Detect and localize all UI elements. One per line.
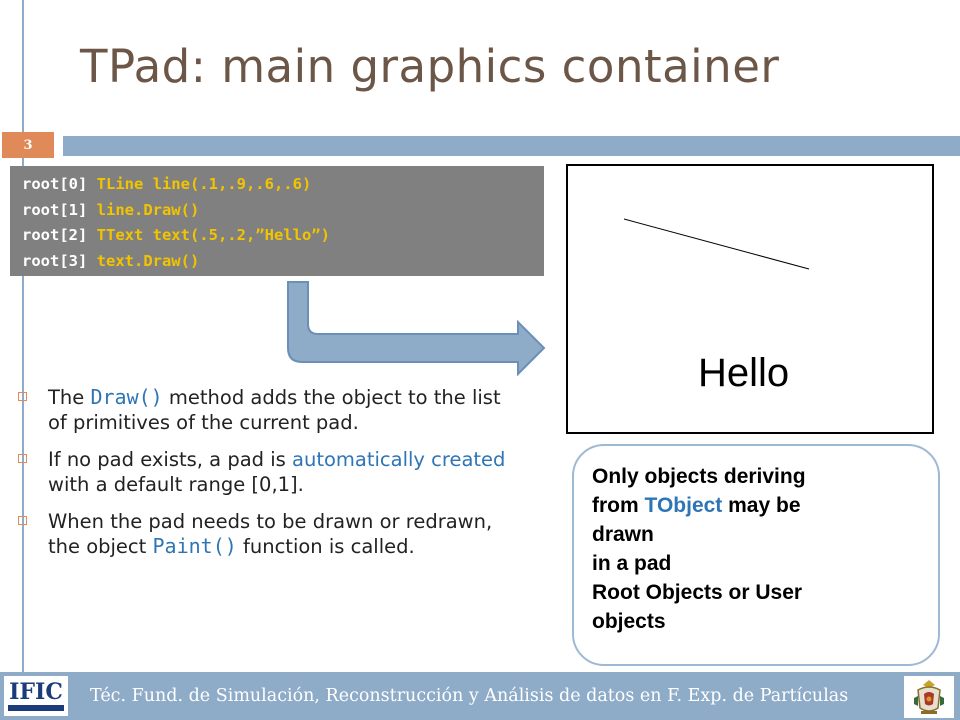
bullet-code: Draw() [90,385,163,409]
code-prompt: root[2] [22,226,97,244]
footer-text: Téc. Fund. de Simulación, Reconstrucción y Análisis de datos en F. Exp. de Partículas [90,686,849,706]
note-line: objects [592,610,666,633]
square-bullet-icon [18,392,27,401]
bullet-text: When the pad needs to be drawn or redrawn, the object [48,510,493,558]
drawn-text: Hello [698,351,790,395]
code-command: TText text(.5,.2,”Hello”) [96,226,330,244]
ific-logo [4,676,68,716]
page-number-badge: 3 [2,132,54,158]
slide-title: TPad: main graphics container [80,40,780,93]
square-bullet-icon [18,454,27,463]
note-line: drawn [592,523,654,546]
ific-logo-text: IFIC [9,679,63,705]
code-prompt: root[1] [22,200,97,219]
note-text: may be [722,494,801,517]
note-line: Only objects deriving [592,465,806,488]
graphics-pad [566,164,934,434]
code-command: TLine line(.1,.9,.6,.6) [96,175,312,193]
note-line: Root Objects or User [592,581,803,604]
bullet-text: function is called. [236,535,415,558]
code-block [10,166,544,276]
left-rule [22,0,24,672]
bullet-text: The [48,386,91,409]
ific-logo-underline [8,705,64,711]
bullet-item [18,509,518,559]
square-bullet-icon [18,516,27,525]
code-line [22,172,532,198]
code-line [22,223,532,249]
bullet-highlight: automatically created [292,448,506,471]
header-bar [63,136,960,156]
curved-arrow-icon [280,280,550,376]
note-text: from [592,494,645,517]
note-line [592,491,920,520]
bullet-code: Paint() [152,534,237,558]
bullet-text: method adds the object to the list of primitives of the current pad. [48,386,501,434]
university-seal-icon [904,676,954,718]
note-line: in a pad [592,552,672,575]
bullet-item [18,385,518,435]
bullet-text: If no pad exists, a pad is [48,448,293,471]
code-command: line.Draw() [96,200,200,219]
code-command: text.Draw() [96,251,200,270]
code-prompt: root[3] [22,251,97,270]
bullet-list [18,385,518,571]
bullet-text: with a default range [0,1]. [48,473,304,496]
code-prompt: root[0] [22,175,97,193]
bullet-item [18,447,518,497]
footer-bar [0,672,960,720]
code-line [22,198,532,224]
note-highlight: TObject [644,494,723,517]
code-line [22,249,532,275]
note-callout [572,444,940,666]
